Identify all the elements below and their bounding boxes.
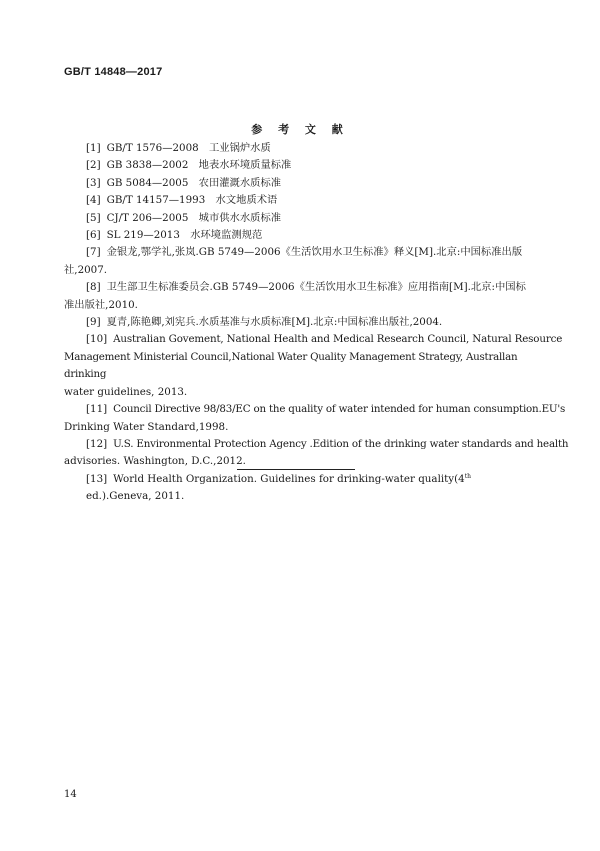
reference-number: [5] [86, 211, 101, 224]
reference-text-continuation: 准出版社,2010. [64, 298, 138, 311]
reference-text-continuation: Management Ministerial Council,National Water Quality Management Strategy, Australlan drinking [64, 350, 518, 381]
reference-text: SL 219—2013 水环境监测规范 [106, 229, 263, 242]
reference-superscript: th [464, 472, 471, 480]
reference-item [64, 401, 566, 436]
reference-text: U.S. Environmental Protection Agency .Edition of the drinking water standards and health [113, 437, 569, 450]
reference-number: [13] [86, 472, 108, 485]
reference-number: [9] [86, 316, 101, 329]
reference-text: Council Directive 98/83/EC on the quality of water intended for human consumption.EU's [113, 403, 566, 416]
reference-text: GB/T 1576—2008 工业锅炉水质 [106, 142, 271, 154]
reference-number: [4] [86, 194, 101, 207]
reference-text-tail: ed.).Geneva, 2011. [86, 490, 185, 503]
reference-item [86, 471, 538, 506]
reference-text: Australian Govement, National Health and Medical Research Council, Natural Resource [113, 333, 563, 346]
reference-text: 卫生部卫生标准委员会.GB 5749—2006《生活饮用水卫生标准》应用指南[M].北京:中国标 [106, 281, 526, 294]
end-of-references-rule [237, 469, 355, 470]
reference-number: [12] [86, 437, 108, 450]
reference-number: [8] [86, 281, 101, 294]
reference-number: [7] [86, 246, 101, 259]
reference-text-continuation: Drinking Water Standard,1998. [64, 420, 229, 433]
reference-item [86, 175, 538, 192]
reference-list [64, 140, 569, 506]
reference-number: [11] [86, 403, 108, 416]
reference-text: World Health Organization. Guidelines for drinking-water quality(4 [113, 472, 465, 485]
reference-item [86, 227, 538, 244]
reference-number: [10] [86, 333, 108, 346]
reference-number: [3] [86, 176, 101, 189]
reference-text: GB 3838—2002 地表水环境质量标准 [106, 159, 292, 172]
reference-item [86, 140, 538, 157]
reference-item [64, 279, 538, 314]
reference-item [86, 210, 538, 227]
reference-item [64, 436, 569, 471]
reference-item [64, 331, 563, 401]
reference-item [86, 314, 538, 331]
reference-number: [6] [86, 229, 101, 242]
reference-text-continuation: 社,2007. [64, 263, 108, 276]
reference-text: GB 5084—2005 农田灌溉水质标准 [106, 176, 282, 189]
reference-number: [1] [86, 142, 101, 154]
page-number: 14 [64, 789, 77, 800]
reference-text-continuation: advisories. Washington, D.C.,2012. [64, 455, 246, 468]
reference-item [86, 157, 538, 174]
reference-text: GB/T 14157—1993 水文地质术语 [106, 194, 278, 207]
reference-text: CJ/T 206—2005 城市供水水质标准 [106, 211, 282, 224]
reference-text: 金银龙,鄂学礼,张岚.GB 5749—2006《生活饮用水卫生标准》释义[M].北京:中国标准出版 [106, 246, 523, 259]
reference-number: [2] [86, 159, 101, 172]
reference-item [64, 244, 538, 279]
reference-item [86, 192, 538, 209]
reference-text-continuation: water guidelines, 2013. [64, 385, 188, 398]
standard-code-header: GB/T 14848—2017 [64, 66, 163, 78]
section-title: 参 考 文 献 [251, 123, 349, 136]
reference-text: 夏青,陈艳卿,刘宪兵.水质基准与水质标准[M].北京:中国标准出版社,2004. [106, 316, 443, 329]
